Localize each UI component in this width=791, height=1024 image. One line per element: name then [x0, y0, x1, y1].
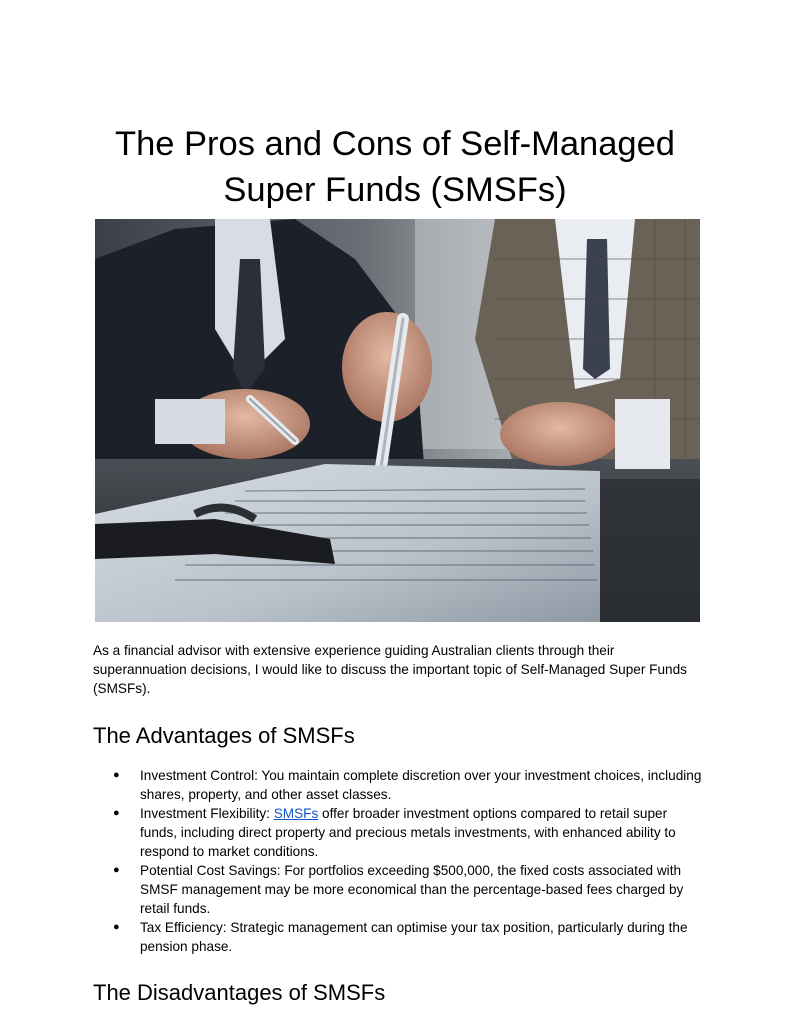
list-item	[93, 918, 703, 956]
bullet-icon: ●	[113, 769, 120, 781]
bullet-icon: ●	[113, 864, 120, 876]
title-line-2: Super Funds (SMSFs)	[223, 171, 567, 209]
list-item-suffix: offer broader investment options compared to retail super funds, including direct property and precious metals investments, with enhanced ability to respond to market conditions.	[140, 806, 676, 859]
intro-paragraph: As a financial advisor with extensive experience guiding Australian clients through their superannuation decisions, I would like to discuss the important topic of Self-Managed Super Funds (SMSFs).	[93, 643, 687, 696]
list-item-text: Investment Control: You maintain complete discretion over your investment choices, including shares, property, and other asset classes.	[140, 768, 702, 802]
bullet-icon: ●	[113, 921, 120, 933]
list-item-text: Tax Efficiency: Strategic management can optimise your tax position, particularly during the pension phase.	[140, 920, 688, 954]
list-item-prefix: Investment Flexibility:	[140, 806, 274, 821]
hero-photo	[95, 219, 700, 622]
smsfs-link[interactable]: SMSFs	[273, 806, 319, 821]
list-item	[93, 861, 703, 918]
list-item	[93, 804, 703, 861]
disadvantages-heading: The Disadvantages of SMSFs	[93, 980, 386, 1005]
list-item-text: Potential Cost Savings: For portfolios exceeding $500,000, the fixed costs associated with SMSF management may be more economical than the percentage-based fees charged by retail funds.	[140, 863, 684, 916]
page-title	[95, 121, 695, 213]
advantages-heading: The Advantages of SMSFs	[93, 723, 355, 748]
advantages-list	[93, 766, 703, 956]
bullet-icon: ●	[113, 807, 120, 819]
title-line-1: The Pros and Cons of Self-Managed	[115, 125, 675, 163]
list-item	[93, 766, 703, 804]
